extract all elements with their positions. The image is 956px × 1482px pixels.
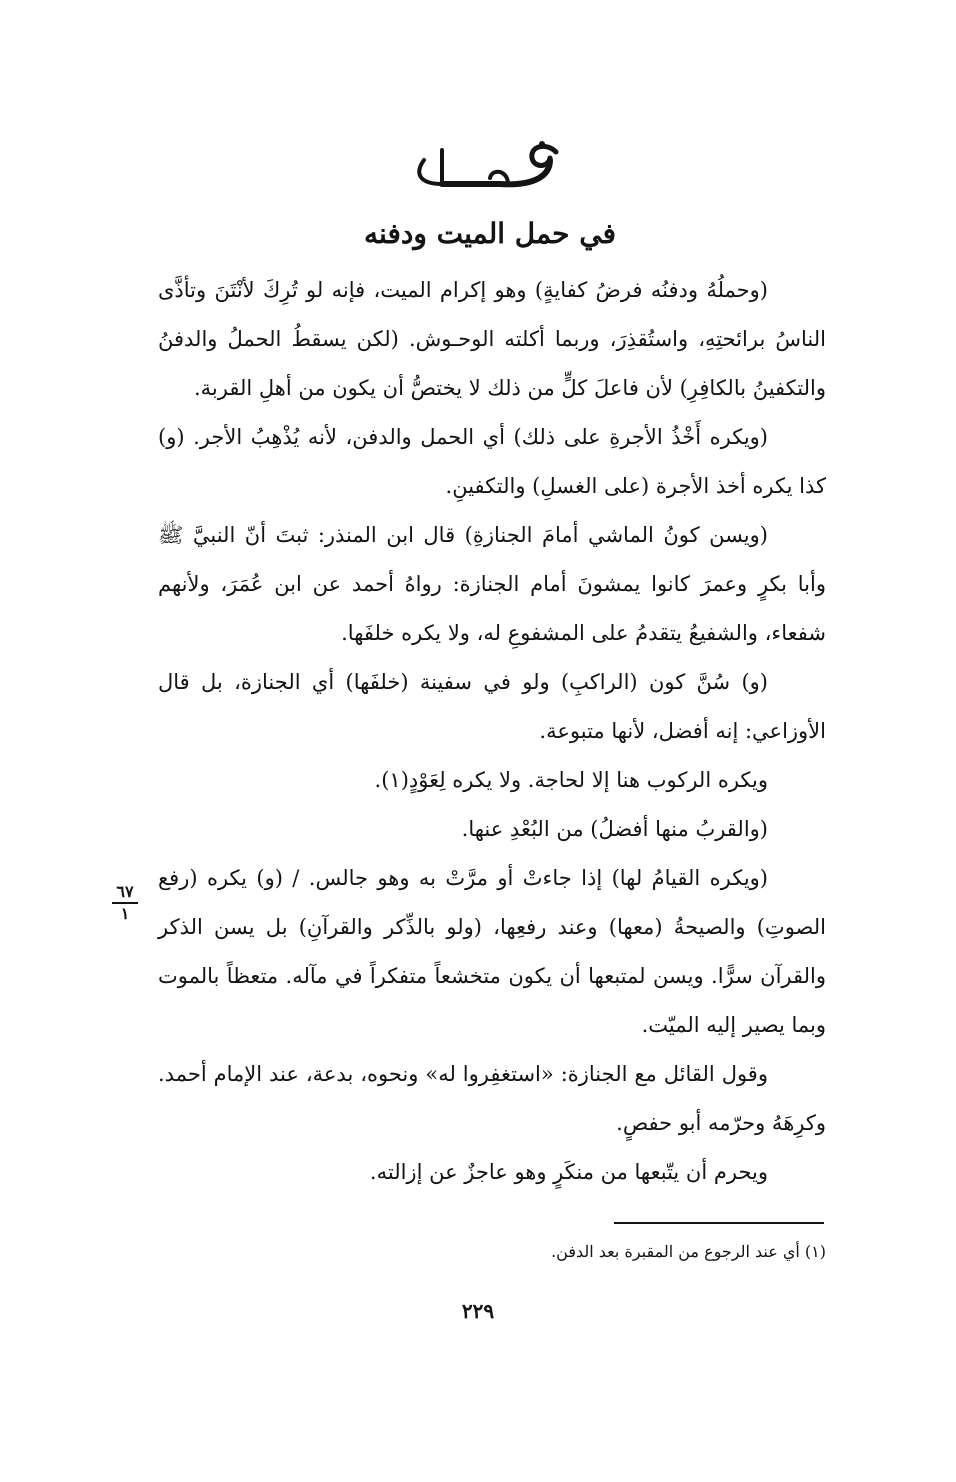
section-heading-ornament	[380, 138, 580, 210]
main-text	[158, 266, 826, 1197]
page-number: ٢٢٩	[461, 1299, 495, 1323]
folio-side: ١	[120, 904, 130, 923]
paragraph: ويكره الركوب هنا إلا لحاجة. ولا يكره لِعَوْدٍ(١).	[374, 768, 768, 792]
manuscript-folio-note	[108, 884, 142, 922]
folio-number: ٦٧	[116, 882, 134, 901]
section-title: في حمل الميت ودفنه	[364, 217, 616, 250]
paragraph: (ويكره أَخْذُ الأجرةِ على ذلك) أي الحمل والدفن، لأنه يُذْهِبُ الأجر. (و) كذا يكره أخذ الأجرة (على الغسلِ) والتكفينِ.	[158, 425, 826, 498]
paragraph: (وحملُهُ ودفنُه فرضُ كفايةٍ) وهو إكرام الميت، فإنه لو تُرِكَ لأنْتَنَ وتأذَّى الناسُ برائحتِهِ، واستُقذِرَ، وربما أكلته الوحـوش. (لكن يسقطُ الحملُ والدفنُ والتكفينُ بالكافِرِ) لأن فاعلَ كلٍّ من ذلك لا يختصُّ أن يكون من أهلِ القربة.	[158, 278, 826, 400]
calligraphy-ornament-icon	[380, 138, 580, 210]
paragraph: وقول القائل مع الجنازة: «استغفِروا له» ونحوه، بدعة، عند الإمام أحمد. وكرِهَهُ وحرّمه أبو حفصٍ.	[158, 1062, 826, 1135]
paragraph: (و) سُنَّ كون (الراكبِ) ولو في سفينة (خلفَها) أي الجنازة، بل قال الأوزاعي: إنه أفضل، لأنها متبوعة.	[158, 670, 826, 743]
paragraph: (والقربُ منها أفضلُ) من البُعْدِ عنها.	[461, 817, 768, 841]
paragraph: ويحرم أن يتّبعها من منكَرٍ وهو عاجزٌ عن إزالته.	[369, 1160, 768, 1184]
footnote: (١) أي عند الرجوع من المقبرة بعد الدفن.	[551, 1242, 826, 1261]
paragraph: (ويكره القيامُ لها) إذا جاءتْ أو مرَّتْ به وهو جالس. / (و) يكره (رفع الصوتِ) والصيحةُ (معها) وعند رفعِها، (ولو بالذِّكر والقرآنِ) بل يسن الذكر والقرآن سرًّا. ويسن لمتبعها أن يكون متخشعاً متفكراً في مآله. متعظاً بالموت وبما يصير إليه الميّت.	[158, 866, 826, 1037]
footnote-divider	[614, 1222, 824, 1224]
paragraph: (ويسن كونُ الماشي أمامَ الجنازةِ) قال ابن المنذر: ثبتَ أنّ النبيَّ ﷺ وأبا بكرٍ وعمرَ كانوا يمشونَ أمام الجنازة: رواهُ أحمد عن ابن عُمَرَ، ولأنهم شفعاء، والشفيعُ يتقدمُ على المشفوعِ له، ولا يكره خلفَها.	[158, 523, 826, 645]
